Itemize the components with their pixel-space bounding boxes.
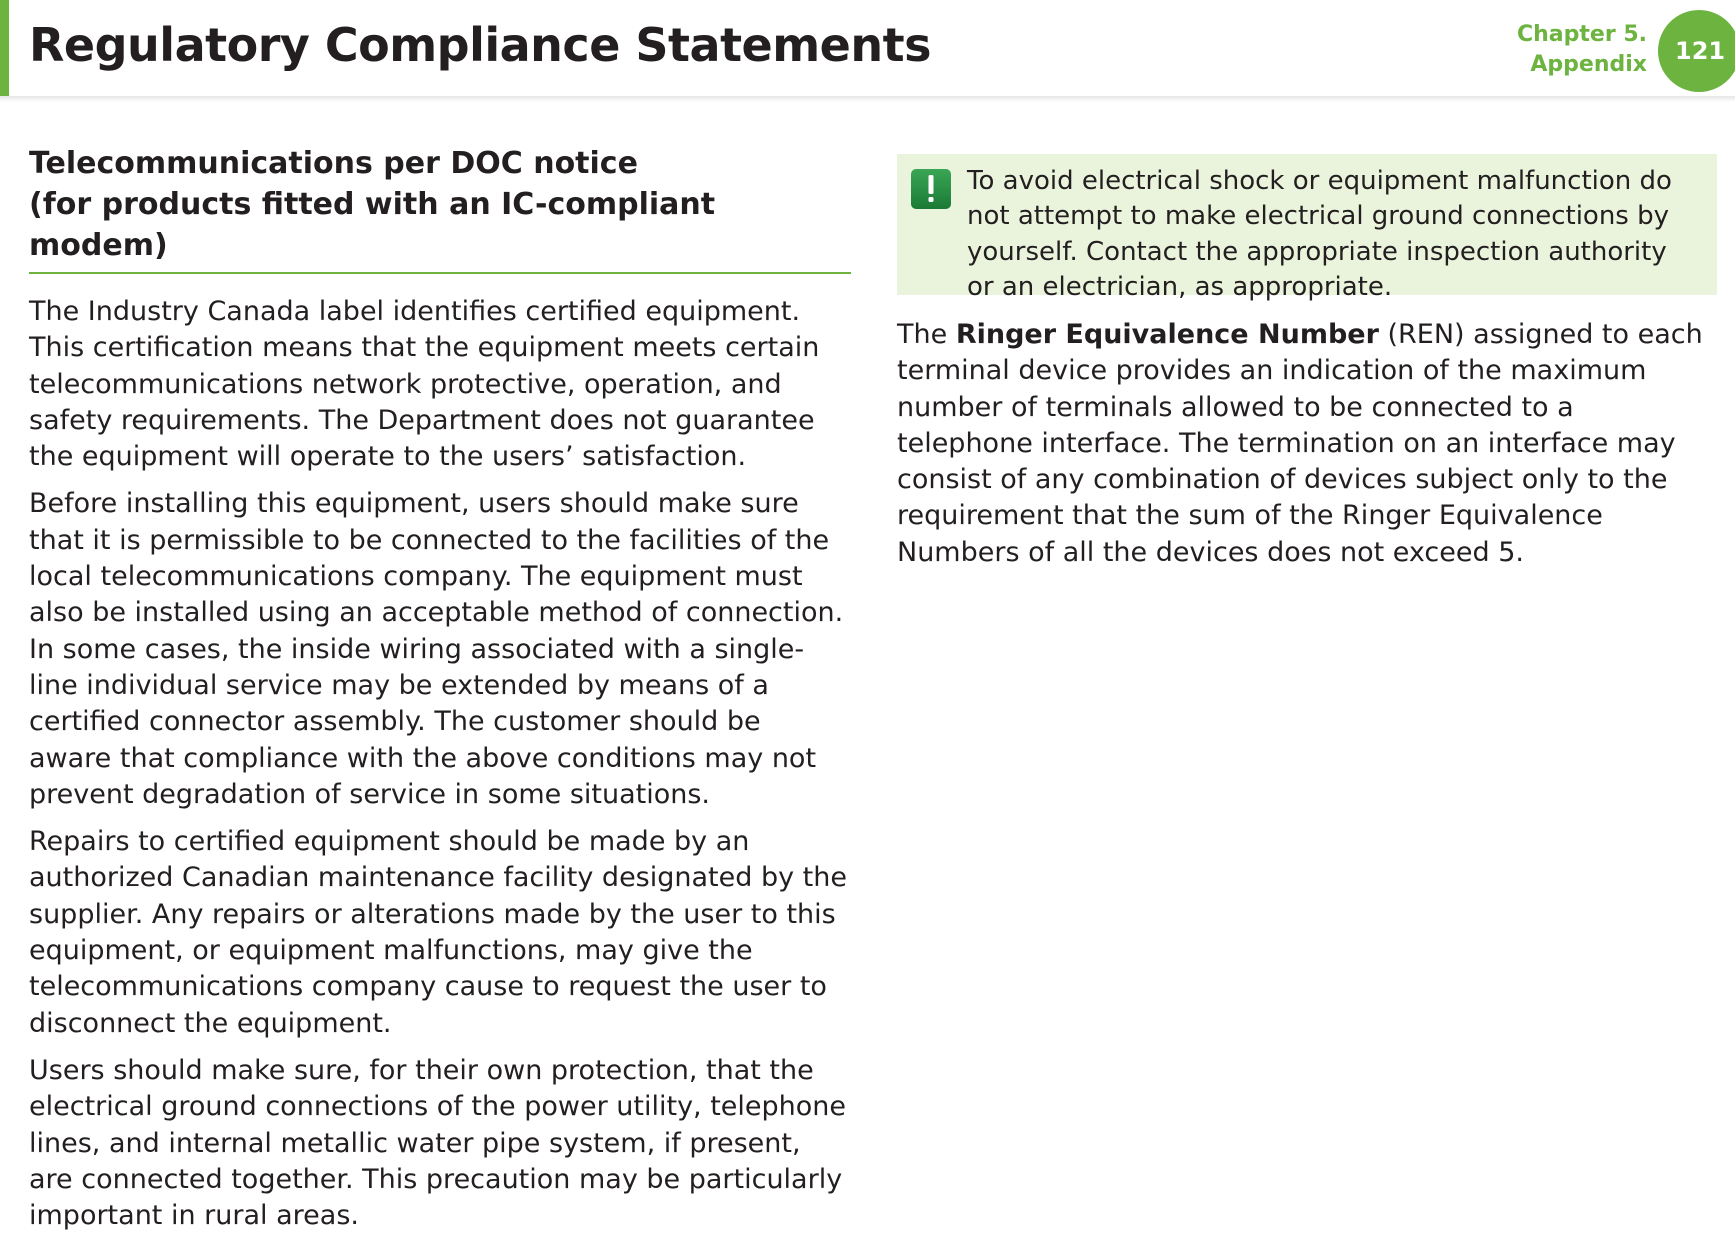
ren-term: Ringer Equivalence Number <box>955 319 1379 350</box>
chapter-number: Chapter 5. <box>1516 22 1647 47</box>
warning-exclamation-icon <box>911 169 951 209</box>
section-heading-line1: Telecommunications per DOC notice <box>29 146 638 181</box>
chapter-label <box>1517 20 1647 80</box>
paragraph-before-installing: Before installing this equipment, users should make sure that it is permissible to be connected to the facilities of the local telecommunications company. The equipment must also be installed using an acceptable method of connection. In some cases, the inside wiring associated with a single-line individual service may be extended by means of a certified connector assembly. The customer should be aware that compliance with the above conditions may not prevent degradation of service in some situations. <box>29 488 844 810</box>
chapter-name: Appendix <box>1530 52 1647 77</box>
paragraph-repairs: Repairs to certified equipment should be made by an authorized Canadian maintenance facility designated by the supplier. Any repairs or alterations made by the user to this equipment, or equipment malfunctions, may give the telecommunications company cause to request the user to disconnect the equipment. <box>29 826 847 1039</box>
paragraph-industry-canada: The Industry Canada label identifies certified equipment. This certification means that the equipment meets certain telecommunications network protective, operation, and safety requirements. The Department does not guarantee the equipment will operate to the users’ satisfaction. <box>29 296 820 473</box>
page-number-badge <box>1658 10 1735 92</box>
section-heading <box>29 143 851 274</box>
section-heading-line2: (for products fitted with an IC-compliant modem) <box>29 187 716 263</box>
page-number: 121 <box>1675 37 1726 65</box>
page-title: Regulatory Compliance Statements <box>29 18 932 72</box>
ren-prefix: The <box>897 319 956 350</box>
right-column <box>897 154 1717 571</box>
left-column <box>29 143 851 1245</box>
warning-notice-text: To avoid electrical shock or equipment malfunction do not attempt to make electrical ground connections by yourself. Contact the appropriate inspection authority or an electrician, as appropriate. <box>967 166 1672 302</box>
paragraph-ground-connections: Users should make sure, for their own protection, that the electrical ground connections of the power utility, telephone lines, and internal metallic water pipe system, if present, are connected together. This precaution may be particularly important in rural areas. <box>29 1054 847 1232</box>
warning-notice <box>897 154 1717 302</box>
paragraph-ren <box>897 317 1717 571</box>
header-accent-bar <box>0 0 9 96</box>
ren-body: (REN) assigned to each terminal device provides an indication of the maximum number of terminals allowed to be connected to a telephone interface. The termination on an interface may consist of any combination of devices subject only to the requirement that the sum of the Ringer Equivalence Numbers of all the devices does not exceed 5. <box>897 319 1703 568</box>
header-divider <box>0 96 1735 102</box>
